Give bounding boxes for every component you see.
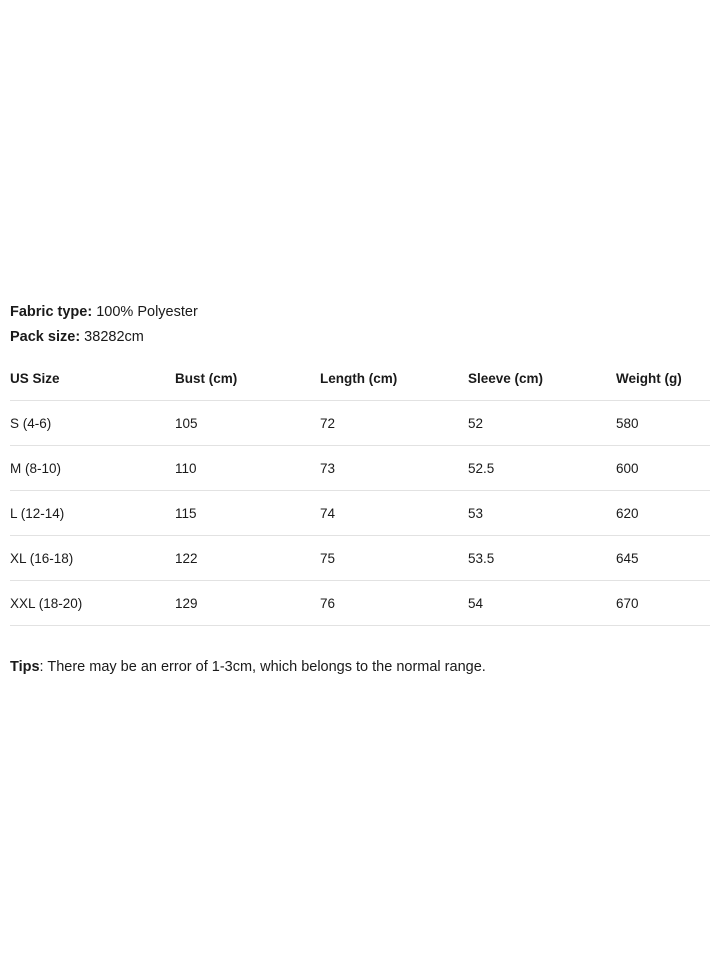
fabric-type-line [10,300,710,325]
cell-bust: 122 [175,536,320,581]
table-header-row [10,364,710,401]
cell-length: 75 [320,536,468,581]
cell-weight: 600 [616,446,710,491]
pack-size-label: Pack size [10,329,76,345]
fabric-type-value: 100% Polyester [96,304,198,320]
cell-size: XXL (18-20) [10,581,175,626]
cell-length: 74 [320,491,468,536]
column-header-us-size: US Size [10,364,175,401]
cell-size: XL (16-18) [10,536,175,581]
cell-sleeve: 52 [468,401,616,446]
cell-sleeve: 54 [468,581,616,626]
cell-weight: 670 [616,581,710,626]
fabric-type-separator: : [87,304,97,320]
cell-bust: 110 [175,446,320,491]
table-row [10,491,710,536]
tips-separator: : [39,659,48,675]
cell-sleeve: 52.5 [468,446,616,491]
cell-length: 76 [320,581,468,626]
cell-bust: 115 [175,491,320,536]
cell-size: L (12-14) [10,491,175,536]
cell-size: S (4-6) [10,401,175,446]
pack-size-value-suffix: cm [124,329,144,345]
tips-text: There may be an error of 1-3cm, which belongs to the normal range. [47,659,486,675]
column-header-weight: Weight (g) [616,364,710,401]
column-header-sleeve: Sleeve (cm) [468,364,616,401]
table-row [10,581,710,626]
cell-weight: 620 [616,491,710,536]
pack-size-value-prefix: 38 [84,329,101,345]
tips-line [10,656,710,678]
cell-size: M (8-10) [10,446,175,491]
cell-length: 73 [320,446,468,491]
table-row [10,401,710,446]
cell-bust: 129 [175,581,320,626]
column-header-length: Length (cm) [320,364,468,401]
pack-size-line [10,325,710,350]
cell-length: 72 [320,401,468,446]
table-row [10,536,710,581]
fabric-type-label: Fabric type [10,304,88,320]
pack-size-separator: : [75,329,85,345]
tips-label: Tips [10,659,40,675]
size-table [10,364,710,626]
pack-size-value-italic: 282 [100,329,125,345]
cell-weight: 580 [616,401,710,446]
size-chart-content [10,300,710,678]
cell-sleeve: 53 [468,491,616,536]
table-row [10,446,710,491]
cell-weight: 645 [616,536,710,581]
column-header-bust: Bust (cm) [175,364,320,401]
cell-sleeve: 53.5 [468,536,616,581]
cell-bust: 105 [175,401,320,446]
